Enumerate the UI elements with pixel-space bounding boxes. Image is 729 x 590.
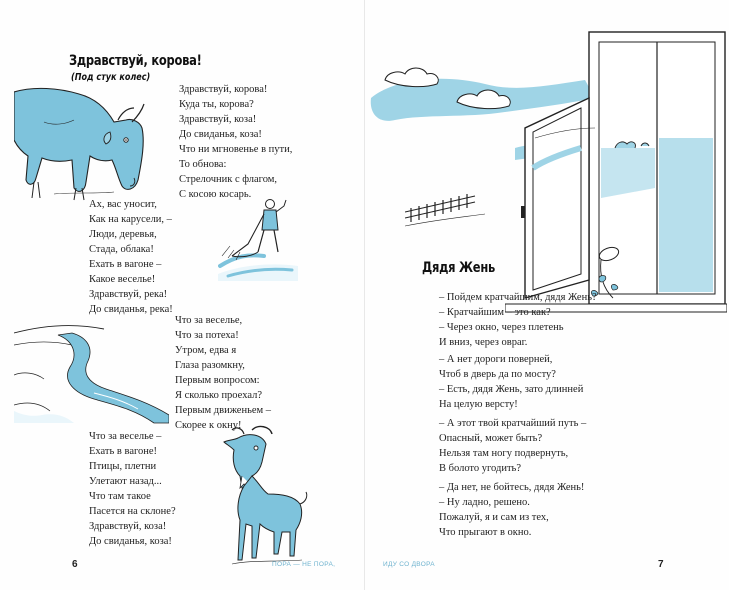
- verse-line: Чтоб в дверь да по мосту?: [439, 369, 556, 380]
- river-illustration: [14, 315, 169, 425]
- window-illustration: [505, 28, 727, 328]
- verse-line: Я сколько проехал?: [175, 390, 262, 401]
- verse-line: Скорее к окну!: [175, 420, 242, 431]
- verse-line: Как на карусели, –: [89, 214, 172, 225]
- verse-line: Пожалуй, я и сам из тех,: [439, 512, 549, 523]
- poem-subtitle: (Под стук колес): [71, 72, 151, 83]
- cow-illustration: [14, 82, 149, 202]
- verse-line: На целую версту!: [439, 399, 518, 410]
- stanza-z1: [439, 290, 597, 350]
- stanza-1: [179, 82, 292, 202]
- stanza-z3: [439, 416, 586, 476]
- verse-line: – Есть, дядя Жень, зато длинней: [439, 384, 584, 395]
- verse-line: То обнова:: [179, 159, 227, 170]
- footer-nav-next[interactable]: ИДУ СО ДВОРА: [383, 561, 435, 568]
- mower-illustration: [218, 196, 298, 281]
- fence-illustration: [405, 188, 485, 228]
- goat-illustration: [212, 424, 312, 569]
- stanza-z4: [439, 480, 584, 540]
- verse-line: Опасный, может быть?: [439, 433, 543, 444]
- verse-line: Пасется на склоне?: [89, 506, 176, 517]
- verse-line: Улетают назад...: [89, 476, 162, 487]
- verse-line: Что там такое: [89, 491, 151, 502]
- verse-line: Какое веселье!: [89, 274, 156, 285]
- stanza-z2: [439, 352, 583, 412]
- poem-title-cow: Здравствуй, корова!: [69, 53, 202, 69]
- verse-line: И вниз, через овраг.: [439, 337, 528, 348]
- stanza-2: [89, 197, 173, 317]
- verse-line: В болото угодить?: [439, 463, 522, 474]
- verse-line: Что за веселье –: [89, 431, 162, 442]
- left-page: [0, 0, 364, 590]
- verse-line: Люди, деревья,: [89, 229, 157, 240]
- verse-line: – Да нет, не бойтесь, дядя Жень!: [439, 482, 585, 493]
- stanza-3: [175, 313, 271, 433]
- verse-line: Утром, едва я: [175, 345, 237, 356]
- verse-line: Первым вопросом:: [175, 375, 260, 386]
- verse-line: Стада, облака!: [89, 244, 154, 255]
- verse-line: – А нет дороги поверней,: [439, 354, 553, 365]
- verse-line: С косою косарь.: [179, 189, 252, 200]
- verse-line: Стрелочник с флагом,: [179, 174, 278, 185]
- verse-line: До свиданья, река!: [89, 304, 173, 315]
- right-page: [365, 0, 729, 590]
- verse-line: Глаза разомкну,: [175, 360, 245, 371]
- verse-line: До свиданья, коза!: [179, 129, 262, 140]
- verse-line: Что за веселье,: [175, 315, 243, 326]
- verse-line: Здравствуй, корова!: [179, 84, 268, 95]
- stanza-4: [89, 429, 176, 549]
- verse-line: Птицы, плетни: [89, 461, 157, 472]
- verse-line: Куда ты, корова?: [179, 99, 254, 110]
- verse-line: Нельзя там ногу подвернуть,: [439, 448, 569, 459]
- verse-line: Первым движеньем –: [175, 405, 272, 416]
- verse-line: – Ну ладно, решено.: [439, 497, 530, 508]
- verse-line: Ехать в вагоне!: [89, 446, 158, 457]
- page-number-right: 7: [658, 559, 664, 570]
- verse-line: Здравствуй, коза!: [89, 521, 167, 532]
- page-number-left: 6: [72, 559, 78, 570]
- verse-line: Здравствуй, река!: [89, 289, 168, 300]
- verse-line: Ехать в вагоне –: [89, 259, 162, 270]
- verse-line: – Через окно, через плетень: [439, 322, 564, 333]
- footer-nav-prev[interactable]: ПОРА — НЕ ПОРА,: [272, 561, 336, 568]
- verse-line: – Кратчайшим – это как?: [439, 307, 551, 318]
- verse-line: – Пойдем кратчайшим, дядя Жень?: [439, 292, 597, 303]
- verse-line: Что ни мгновенье в пути,: [179, 144, 293, 155]
- verse-line: Что прыгают в окно.: [439, 527, 532, 538]
- verse-line: До свиданья, коза!: [89, 536, 172, 547]
- poem-title-zhen: Дядя Жень: [422, 260, 496, 276]
- verse-line: Что за потеха!: [175, 330, 239, 341]
- verse-line: Ах, вас уносит,: [89, 199, 157, 210]
- verse-line: – А этот твой кратчайший путь –: [439, 418, 587, 429]
- verse-line: Здравствуй, коза!: [179, 114, 257, 125]
